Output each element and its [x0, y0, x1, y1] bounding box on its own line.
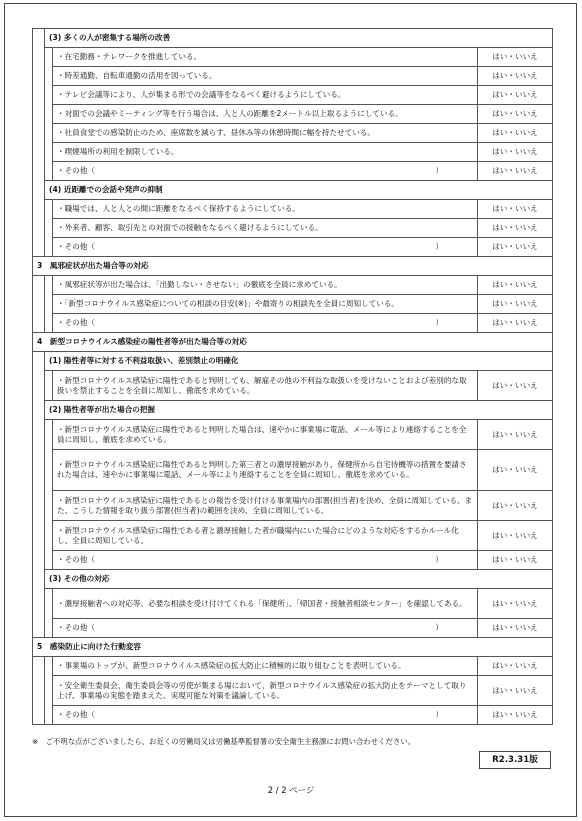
other-row	[33, 238, 553, 257]
other-label: ・その他（	[57, 166, 95, 175]
subsection-title: (3) その他の対応	[45, 570, 553, 589]
item-text: ・新型コロナウイルス感染症に陽性であると判明した場合は、速やかに事業場に電話、メール等により連絡することを全員に周知し、徹底を求めている。	[53, 420, 478, 450]
other-label: ・その他（	[57, 555, 95, 564]
other-field[interactable]	[53, 706, 478, 725]
item-text: ・職場では、人と人との間に距離をなるべく保持するようにしている。	[53, 200, 478, 219]
yes-no-answer[interactable]: はい・いいえ	[477, 200, 552, 219]
yes-no-answer[interactable]: はい・いいえ	[477, 48, 552, 67]
other-close: ）	[435, 166, 443, 175]
other-field[interactable]	[53, 162, 478, 181]
yes-no-answer[interactable]: はい・いいえ	[477, 619, 552, 638]
yes-no-answer[interactable]: はい・いいえ	[477, 450, 552, 491]
item-text: ・テレビ会議等により、人が集まる形での会議等をなるべく避けるようにしている。	[53, 86, 478, 105]
item-text: ・風邪症状等が出た場合は、「出勤しない・させない」の徹底を全員に求めている。	[53, 276, 478, 295]
item-text: ・時差通勤、自転車通勤の活用を図っている。	[53, 67, 478, 86]
yes-no-answer[interactable]: はい・いいえ	[477, 657, 552, 676]
yes-no-answer[interactable]: はい・いいえ	[477, 420, 552, 450]
yes-no-answer[interactable]: はい・いいえ	[477, 238, 552, 257]
subsection-header-row	[33, 401, 553, 420]
other-close: ）	[435, 242, 443, 251]
yes-no-answer[interactable]: はい・いいえ	[477, 219, 552, 238]
checklist-row	[33, 676, 553, 706]
other-label: ・その他（	[57, 242, 95, 251]
item-text: ・事業場のトップが、新型コロナウイルス感染症の拡大防止に積極的に取り組むことを表明している。	[53, 657, 478, 676]
subsection-header-row	[33, 181, 553, 200]
other-close: ）	[435, 710, 443, 719]
section-title: 4 新型コロナウイルス感染症の陽性者等が出た場合等の対応	[33, 333, 553, 352]
section-title: 3 風邪症状が出た場合等の対応	[33, 257, 553, 276]
checklist-table	[32, 28, 553, 725]
other-field[interactable]	[53, 314, 478, 333]
yes-no-answer[interactable]: はい・いいえ	[477, 491, 552, 521]
yes-no-answer[interactable]: はい・いいえ	[477, 162, 552, 181]
yes-no-answer[interactable]: はい・いいえ	[477, 143, 552, 162]
checklist-row	[33, 521, 553, 551]
yes-no-answer[interactable]: はい・いいえ	[477, 551, 552, 570]
item-text: ・新型コロナウイルス感染症に陽性であると判明した第三者との濃厚接触があり、保健所から自宅待機等の措置を要請された場合は、速やかに事業場に電話、メール等により連絡することを全員に周知し、徹底を求めている。	[53, 450, 478, 491]
yes-no-answer[interactable]: はい・いいえ	[477, 86, 552, 105]
other-field[interactable]	[53, 619, 478, 638]
version-label: R2.3.31版	[479, 751, 551, 769]
checklist-row	[33, 86, 553, 105]
subsection-title: (2) 陽性者等が出た場合の把握	[45, 401, 553, 420]
item-text: ・「新型コロナウイルス感染症についての相談の目安(※)」や最寄りの相談先を全員に周知している。	[53, 295, 478, 314]
other-label: ・その他（	[57, 710, 95, 719]
other-row	[33, 162, 553, 181]
yes-no-answer[interactable]: はい・いいえ	[477, 124, 552, 143]
other-field[interactable]	[53, 238, 478, 257]
other-row	[33, 314, 553, 333]
item-text: ・新型コロナウイルス感染症に陽性である者と濃厚接触した者が職場内にいた場合にどのような対応をするかルール化し、全員に周知している。	[53, 521, 478, 551]
checklist-row	[33, 589, 553, 619]
checklist-row	[33, 48, 553, 67]
section-title: 5 感染防止に向けた行動変容	[33, 638, 553, 657]
item-text: ・新型コロナウイルス感染症に陽性であると判明しても、解雇その他の不利益な取扱いを受けないことおよび差別的な取扱いを禁止することを全員に周知し、徹底を求めている。	[53, 371, 478, 401]
other-row	[33, 619, 553, 638]
yes-no-answer[interactable]: はい・いいえ	[477, 314, 552, 333]
other-close: ）	[435, 623, 443, 632]
subsection-title: (3) 多くの人が密集する場所の改善	[45, 29, 553, 48]
other-row	[33, 706, 553, 725]
other-field[interactable]	[53, 551, 478, 570]
yes-no-answer[interactable]: はい・いいえ	[477, 676, 552, 706]
other-label: ・その他（	[57, 318, 95, 327]
subsection-title: (1) 陽性者等に対する不利益取扱い、差別禁止の明確化	[45, 352, 553, 371]
checklist-row	[33, 143, 553, 162]
item-text: ・外来者、顧客、取引先との対面での接触をなるべく避けるようにしている。	[53, 219, 478, 238]
checklist-row	[33, 276, 553, 295]
yes-no-answer[interactable]: はい・いいえ	[477, 105, 552, 124]
yes-no-answer[interactable]: はい・いいえ	[477, 521, 552, 551]
section-header-row	[33, 333, 553, 352]
other-label: ・その他（	[57, 623, 95, 632]
checklist-row	[33, 67, 553, 86]
checklist-row	[33, 420, 553, 450]
other-close: ）	[435, 318, 443, 327]
checklist-row	[33, 219, 553, 238]
yes-no-answer[interactable]: はい・いいえ	[477, 589, 552, 619]
section-header-row	[33, 257, 553, 276]
checklist-row	[33, 200, 553, 219]
subsection-title: (4) 近距離での会話や発声の抑制	[45, 181, 553, 200]
checklist-row	[33, 105, 553, 124]
other-close: ）	[435, 555, 443, 564]
yes-no-answer[interactable]: はい・いいえ	[477, 67, 552, 86]
yes-no-answer[interactable]: はい・いいえ	[477, 371, 552, 401]
item-text: ・安全衛生委員会、衛生委員会等の労使が集まる場において、新型コロナウイルス感染症の拡大防止をテーマとして取り上げ、事業場の実態を踏まえた、実現可能な対策を議論している。	[53, 676, 478, 706]
yes-no-answer[interactable]: はい・いいえ	[477, 706, 552, 725]
subsection-header-row	[33, 29, 553, 48]
checklist-row	[33, 657, 553, 676]
subsection-header-row	[33, 570, 553, 589]
section-header-row	[33, 638, 553, 657]
item-text: ・新型コロナウイルス感染症に陽性であるとの報告を受け付ける事業場内の部署(担当者)を決め、全員に周知している。また、こうした情報を取り扱う部署(担当者)の範囲を決め、全員に周知している。	[53, 491, 478, 521]
yes-no-answer[interactable]: はい・いいえ	[477, 276, 552, 295]
checklist-row	[33, 371, 553, 401]
other-row	[33, 551, 553, 570]
yes-no-answer[interactable]: はい・いいえ	[477, 295, 552, 314]
item-text: ・社員食堂での感染防止のため、座席数を減らす、昼休み等の休憩時間に幅を持たせている。	[53, 124, 478, 143]
checklist-row	[33, 450, 553, 491]
item-text: ・喫煙場所の利用を制限している。	[53, 143, 478, 162]
footnote: ※ ご不明な点がございましたら、お近くの労働局又は労働基準監督署の安全衛生主務課にお問い合わせください。	[32, 737, 416, 746]
item-text: ・濃厚接触者への対応等、必要な相談を受け付けてくれる「保健所」、「帰国者・接触者相談センター」を確認してある。	[53, 589, 478, 619]
checklist-row	[33, 124, 553, 143]
item-text: ・対面での会議やミーティング等を行う場合は、人と人の距離を2メートル以上取るようにしている。	[53, 105, 478, 124]
page-number: 2 / 2 ページ	[267, 785, 315, 795]
checklist-row	[33, 491, 553, 521]
item-text: ・在宅勤務・テレワークを推進している。	[53, 48, 478, 67]
subsection-header-row	[33, 352, 553, 371]
checklist-row	[33, 295, 553, 314]
